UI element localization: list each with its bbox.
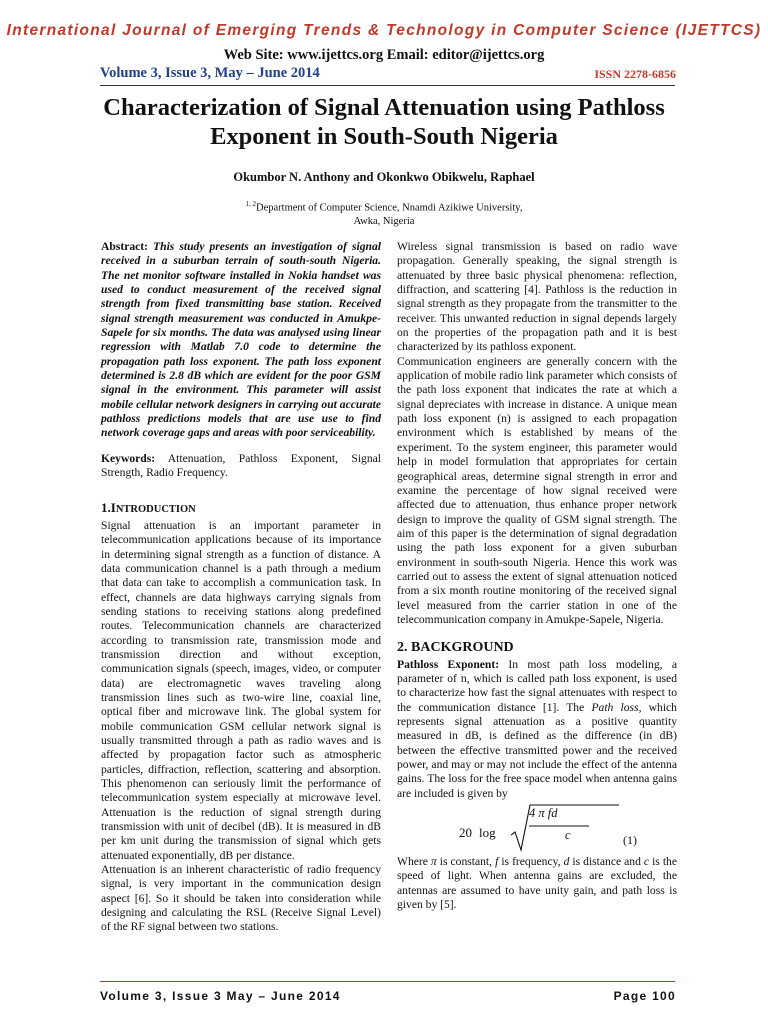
keywords [101, 452, 381, 481]
var-f: f [495, 855, 499, 869]
affiliation-line2: Awka, Nigeria [353, 215, 415, 227]
right-column [397, 240, 677, 912]
equation-number: (1) [623, 833, 637, 848]
affiliation-line1: Department of Computer Science, Nnamdi Azikiwe University, [256, 202, 523, 214]
equation-numerator: 4 π fd [529, 806, 558, 821]
background-text-b: , which represents signal attenuation as a positive quantity measured in dB, is defined as the difference (in dB) between the effective transmitted power and the received power, and may or may not include the effect of the antenna gains. The loss for the free space model when antenna gains are included is given by [397, 700, 677, 800]
intro-heading-rest: NTRODUCTION [115, 503, 196, 515]
where-text-a: Where [397, 855, 431, 869]
path-loss-term: Path loss [591, 700, 639, 714]
background-heading: 2. BACKGROUND [397, 640, 514, 656]
pi-symbol: π [430, 855, 437, 869]
paper-title: Characterization of Signal Attenuation using Pathloss Exponent in South-South Nigeria [103, 94, 665, 150]
affiliation-superscript: 1, 2 [245, 200, 257, 208]
intro-paragraph-1: Signal attenuation is an important parameter in telecommunication applications because of its importance in determining signal strength as a function of distance. A data communication channel is a path through a medium that data can take to accomplish a communication task. In effect, channels are data highways carrying signals from sending stations to receiving stations along predefined routes. Telecommunication channels are characterized according to transmission rate, transmission mode and transmission direction and without exception, communication signals (speech, images, video, or computer data) are electromagnetic waves traveling along transmission lines such as two-wire line, coaxial line, optical fiber and microwave link. The global system for mobile communication GSM cellular network signal is usually transmitted through a path as radio waves and is affected by propagation factor such as atmospheric particles, diffraction, reflection, scattering and absorption. This phenomenon can seriously limit the performance of telecommunication system especially at microwave level. Attenuation is the reduction of signal strength during transmission with unit of decibel (dB). It is measured in dB per km unit during the transmission of signal which gets attenuated exponentially, dB per distance. [101, 518, 381, 862]
where-text-g: is the speed of light. When antenna gains are excluded, the antennas are assumed to have unity gain, and path loss is given by [5]. [397, 855, 677, 912]
keywords-label: Keywords: [101, 451, 156, 465]
where-text-b: is constant, [436, 855, 496, 869]
equation-coefficient: 20 [459, 825, 472, 841]
equation-1 [397, 803, 677, 853]
equation-log: log [479, 825, 496, 841]
abstract-label: Abstract: [101, 240, 149, 253]
var-d: d [563, 855, 570, 869]
pathloss-exponent-label: Pathloss Exponent: [397, 657, 500, 671]
abstract [101, 240, 381, 441]
equation-denominator: c [565, 828, 571, 843]
keywords-text: Attenuation, Pathloss Exponent, Signal Strength, Radio Frequency. [101, 451, 381, 480]
issn: ISSN 2278-6856 [594, 67, 676, 81]
paper-authors: Okumbor N. Anthony and Okonkwo Obikwelu, Raphael [233, 170, 535, 184]
right-paragraph-2: Communication engineers are generally concern with the application of mobile radio link parameter which consists of the path loss exponent that indicates the rate at which a signal depreciates with increase in distance. A unique mean path loss exponent (n) is assigned to each propagation environment which is established by means of the experiment. To the system engineer, this parameter would help in model formulation that appropriates for certain geographical areas, determine signal strength in error and examine the percentage of how signal received were affected due to attenuation, thus enhance proper network design to improve the quality of GSM signal strength. The aim of this paper is the determination of signal degradation using the path loss exponent for a given suburban environment in south-south Nigeria. Hence this work was carried out to assess the extent of signal attenuation noticed from a six month routine monitoring of the received signal level measured from the carrier station in one of the telecommunication company in Amukpe-Sapele, Nigeria. [397, 354, 677, 626]
journal-title: International Journal of Emerging Trends & Technology in Computer Science (IJETTCS) [6, 22, 762, 39]
intro-heading-num: 1.I [101, 499, 116, 515]
intro-heading [101, 501, 381, 517]
footer-page-number: Page 100 [613, 989, 676, 1003]
abstract-text: This study presents an investigation of signal received in a suburban terrain of south-south Nigeria. The net monitor software installed in Nokia handset was used to conduct measurement of the received signal strength from fixed transmitting base station. Received signal strength measurement was conducted in Amukpe-Sapele for six months. The data was analysed using linear regression with Matlab 7.0 code to determine the propagation path loss exponent. The path loss exponent determined is 2.8 dB which are evident for the poor GSM signal in the environment. This parameter will assist mobile cellular network designers in carrying out accurate pathloss predictions models that are use use to find network coverage gaps and areas with poor serviceability. [101, 240, 381, 440]
where-text-e: is distance and [569, 855, 644, 869]
left-column [101, 240, 381, 935]
right-paragraph-1: Wireless signal transmission is based on radio wave propagation. Generally speaking, the signal strength is attenuated by three basic physical phenomena: reflection, diffraction, and scattering [4]. Pathloss is the reduction in signal strength as they propagate from the transmitter to the receiver. This unwanted reduction in signal depends largely on the properties of the propagation path and it is best characterized by its pathloss exponent. [397, 240, 677, 354]
where-text-c: is frequency, [498, 855, 564, 869]
footer-rule [100, 981, 675, 982]
header-rule [100, 85, 675, 86]
var-c: c [643, 855, 650, 869]
intro-paragraph-2: Attenuation is an inherent characteristic of radio frequency signal, is very important in the communication design aspect [6]. So it should be taken into consideration while designing and calculating the RSL (Receive Signal Level) of the RF signal between two stations. [101, 863, 381, 934]
journal-website: Web Site: www.ijettcs.org Email: editor@ijettcs.org [223, 47, 545, 63]
affiliation [0, 198, 768, 228]
where-paragraph [397, 855, 677, 912]
volume-info: Volume 3, Issue 3, May – June 2014 [100, 65, 320, 81]
background-paragraph [397, 658, 677, 801]
background-text-a: In most path loss modeling, a parameter of n, which is called path loss exponent, is used to characterize how fast the signal attenuates with respect to the communication distance [1]. The [397, 657, 678, 714]
footer-volume: Volume 3, Issue 3 May – June 2014 [100, 989, 341, 1003]
